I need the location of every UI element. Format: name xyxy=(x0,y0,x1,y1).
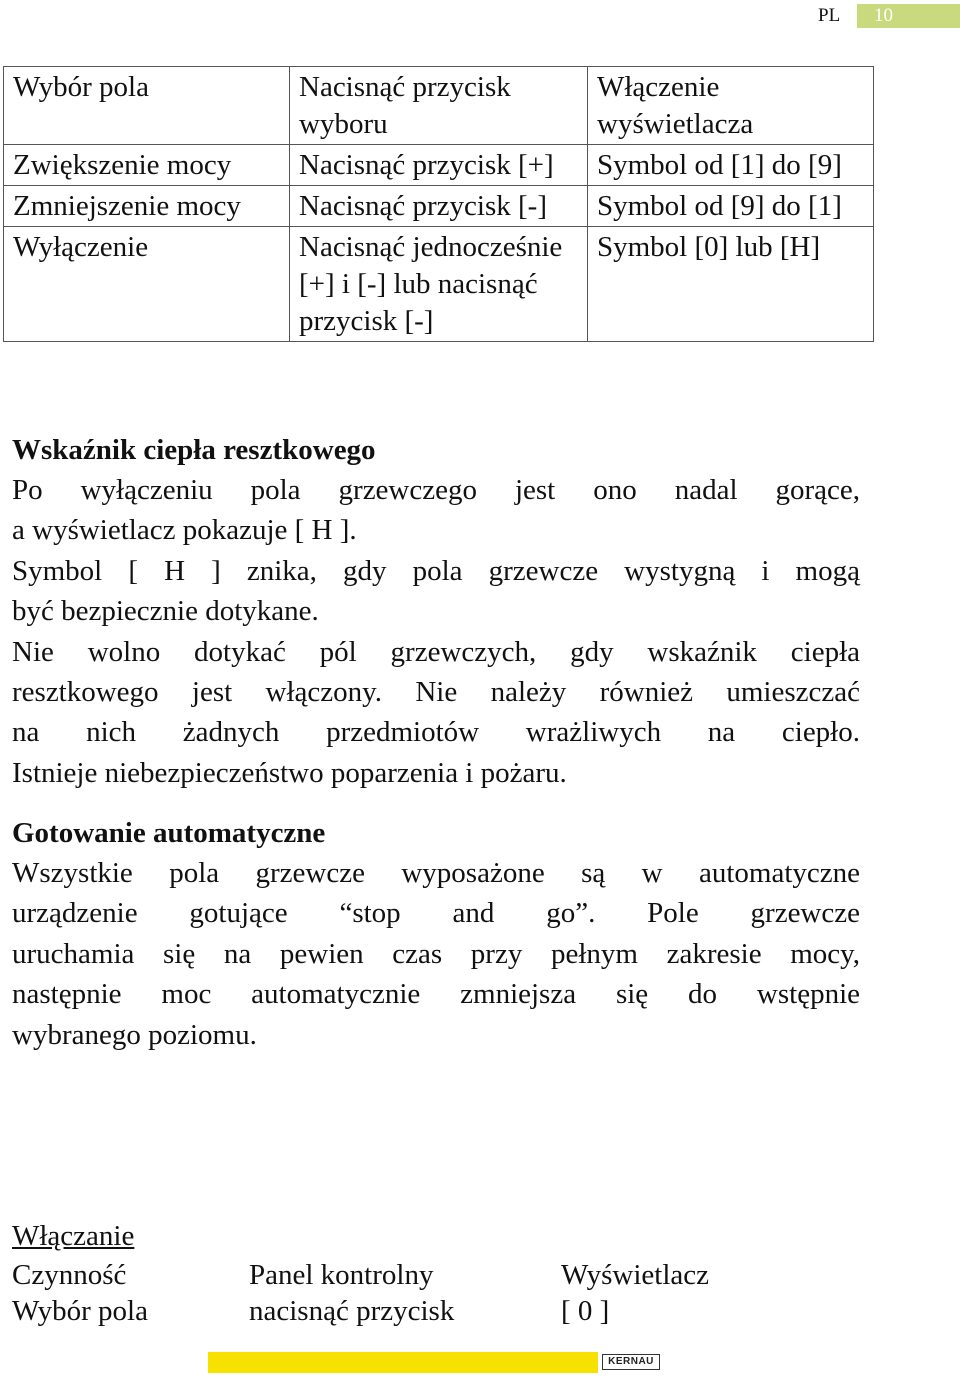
text-line: Istnieje niebezpieczeństwo poparzenia i pożaru. xyxy=(12,756,567,789)
switch-on-action: Wybór pola xyxy=(12,1295,148,1327)
auto-cooking-paragraph xyxy=(12,853,860,1055)
table-row xyxy=(4,227,874,342)
table-cell-display: Symbol od [9] do [1] xyxy=(588,186,874,227)
section-heading: Wskaźnik ciepła resztkowego xyxy=(12,434,376,466)
switch-on-display: [ 0 ] xyxy=(561,1295,610,1327)
text-line: być bezpiecznie dotykane. xyxy=(12,595,319,628)
text-line: Symbol [ H ] znika, gdy pola grzewcze wystygną i mogą xyxy=(12,554,860,587)
switch-on-control: nacisnąć przycisk xyxy=(249,1295,455,1327)
column-header-display: Wyświetlacz xyxy=(561,1259,710,1291)
table-row xyxy=(4,67,874,145)
table-cell-action: Nacisnąć przycisk [+] xyxy=(290,145,588,186)
text-line: Wszystkie pola grzewcze wyposażone są w automatyczne xyxy=(12,857,860,889)
residual-heat-paragraph-1 xyxy=(12,470,860,551)
language-label: PL xyxy=(818,5,841,26)
column-header-action: Czynność xyxy=(12,1259,127,1291)
table-cell-function: Zmniejszenie mocy xyxy=(4,186,290,227)
table-cell-action: Nacisnąć przycisk [-] xyxy=(290,186,588,227)
auto-cooking-section xyxy=(12,813,860,1055)
residual-heat-paragraph-2 xyxy=(12,551,860,632)
column-header-control-panel: Panel kontrolny xyxy=(249,1259,434,1291)
operations-table xyxy=(3,66,874,342)
switch-on-row xyxy=(12,1293,860,1329)
table-cell-action: Nacisnąć jednocześnie [+] i [-] lub nacisnąć przycisk [-] xyxy=(290,227,588,342)
page-number: 10 xyxy=(874,5,893,26)
table-cell-function: Wybór pola xyxy=(4,67,290,145)
brand-logo: KERNAU xyxy=(602,1354,660,1370)
text-line: następnie moc automatycznie zmniejsza się do wstępnie xyxy=(12,978,860,1011)
text-line: a wyświetlacz pokazuje [ H ]. xyxy=(12,514,357,547)
table-cell-function: Wyłączenie xyxy=(4,227,290,342)
table-row xyxy=(4,145,874,186)
text-line: resztkowego jest włączony. Nie należy również umieszczać xyxy=(12,676,860,709)
text-line: Nie wolno dotykać pól grzewczych, gdy wskaźnik ciepła xyxy=(12,635,860,668)
table-cell-function: Zwiększenie mocy xyxy=(4,145,290,186)
table-cell-display: Włączenie wyświetlacza xyxy=(588,67,874,145)
text-line: urządzenie gotujące “stop and go”. Pole grzewcze xyxy=(12,897,860,930)
switch-on-heading: Włączanie xyxy=(12,1220,135,1252)
text-line: Po wyłączeniu pola grzewczego jest ono nadal gorące, xyxy=(12,474,860,506)
table-row xyxy=(4,186,874,227)
switch-on-header-row xyxy=(12,1257,860,1293)
text-line: wybranego poziomu. xyxy=(12,1018,257,1051)
table-cell-display: Symbol od [1] do [9] xyxy=(588,145,874,186)
text-line: na nich żadnych przedmiotów wrażliwych na ciepło. xyxy=(12,716,860,749)
text-line: uruchamia się na pewien czas przy pełnym zakresie mocy, xyxy=(12,937,860,970)
footer-bar xyxy=(208,1352,598,1373)
residual-heat-section xyxy=(12,430,860,793)
section-heading: Gotowanie automatyczne xyxy=(12,817,326,849)
residual-heat-paragraph-3 xyxy=(12,632,860,794)
page-number-bar xyxy=(857,4,960,28)
table-cell-action: Nacisnąć przycisk wyboru xyxy=(290,67,588,145)
table-cell-display: Symbol [0] lub [H] xyxy=(588,227,874,342)
